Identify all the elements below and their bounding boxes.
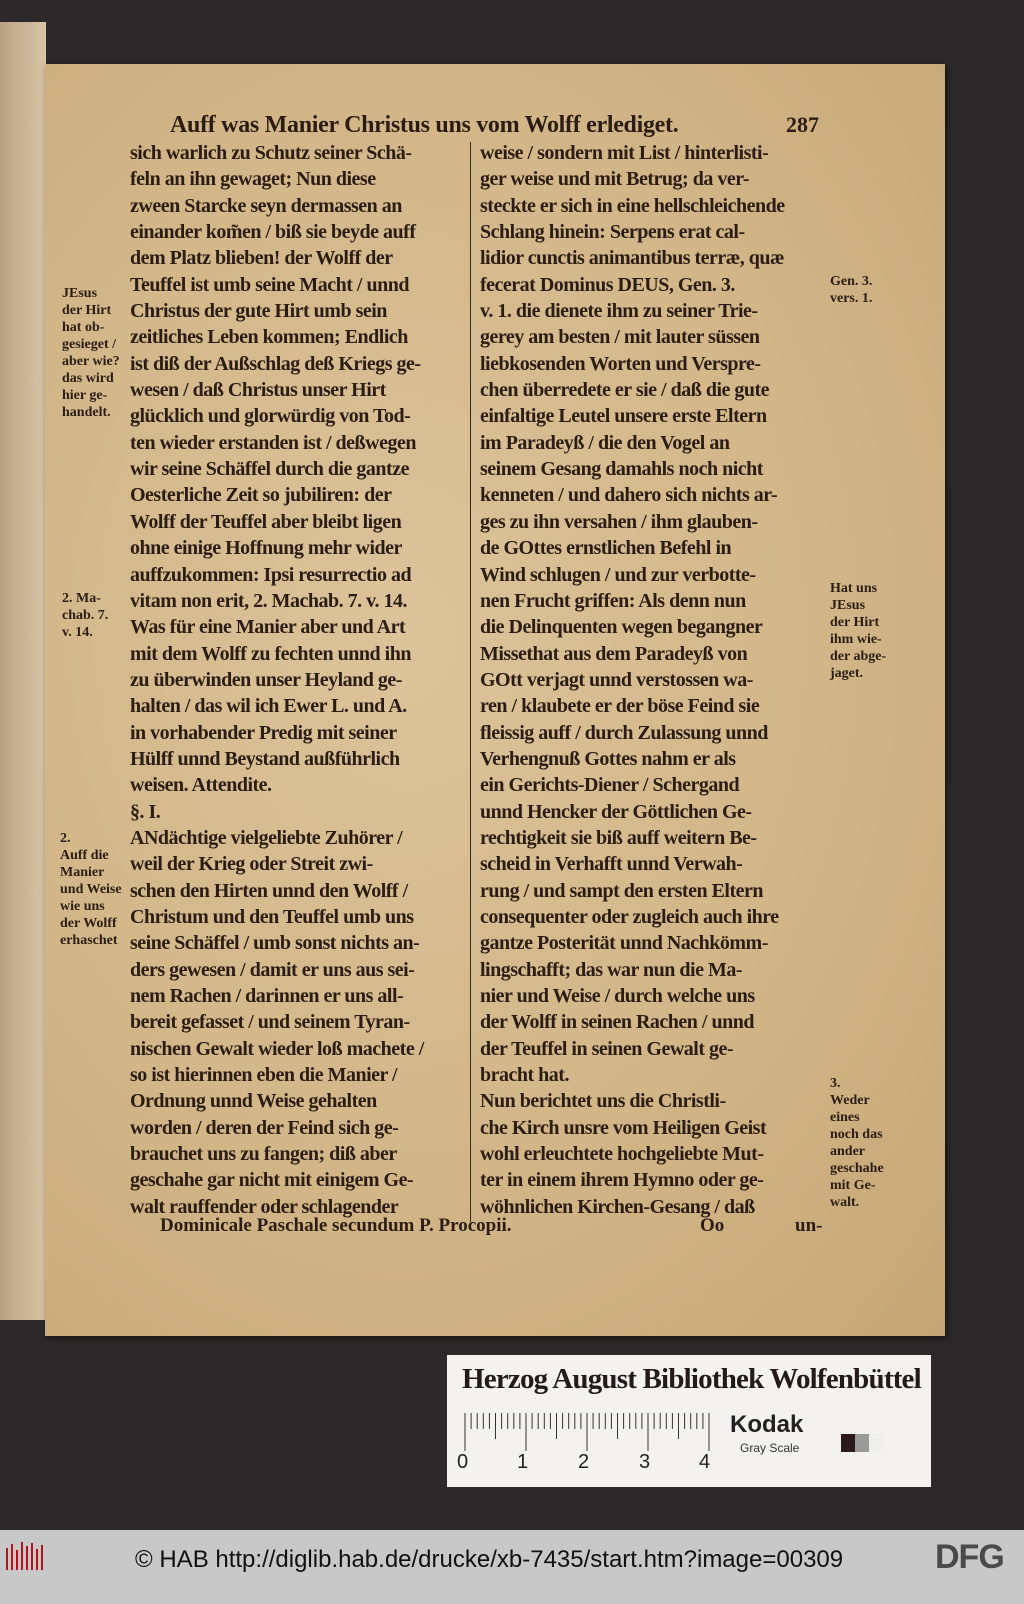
text-line: schen den Hirten unnd den Wolff / [130, 879, 408, 902]
text-line: ges zu ihn versahen / ihm glauben- [480, 510, 758, 533]
copyright-url-link[interactable]: © HAB http://diglib.hab.de/drucke/xb-7435/start.htm?image=00309 [135, 1546, 844, 1573]
text-line: bereit gefasset / und seinem Tyran- [130, 1011, 410, 1034]
text-line: nier und Weise / durch welche uns [480, 985, 755, 1007]
text-line: kenneten / und dahero sich nichts ar- [480, 484, 778, 507]
text-line: nem Rachen / darinnen er uns all- [130, 985, 404, 1007]
left-text-column [130, 140, 466, 1220]
text-line: ter in einem ihrem Hymno oder ge- [480, 1169, 764, 1192]
text-line: Schlang hinein: Serpens erat cal- [480, 221, 745, 244]
text-line: die Delinquenten wegen begangner [480, 616, 763, 639]
text-line: Christus der gute Hirt umb sein [130, 300, 387, 323]
text-line: Missethat aus dem Paradeyß von [480, 642, 748, 665]
text-line: wesen / daß Christus unser Hirt [130, 379, 386, 402]
text-line: halten / das wil ich Ewer L. und A. [130, 695, 407, 718]
text-line: der Teuffel in seinen Gewalt ge- [480, 1037, 734, 1060]
margin-note-right: Hat uns JEsus der Hirt ihm wie- der abge- jaget. [830, 581, 887, 681]
text-line: Was für eine Manier aber und Art [130, 616, 406, 639]
catchword: un- [795, 1215, 823, 1236]
margin-note-left: 2. Auff die Manier und Weise wie uns der Wolff erhaschet [60, 831, 122, 948]
text-line: Teuffel ist umb seine Macht / unnd [130, 273, 409, 296]
text-line: seinem Gesang damahls noch nicht [480, 458, 763, 481]
margin-note-left: 2. Ma- chab. 7. v. 14. [62, 591, 109, 640]
text-line: zween Starcke seyn dermassen an [130, 194, 402, 217]
library-label-card [447, 1355, 931, 1487]
text-line: ten wieder erstanden ist / deßwegen [130, 431, 416, 454]
text-line: zeitliches Leben kommen; Endlich [130, 326, 408, 349]
text-line: gantze Posterität unnd Nachkömm- [480, 932, 768, 955]
ruler-digit: 1 [517, 1451, 529, 1473]
margin-note-right: 3. Weder eines noch das ander geschahe mit Ge- walt. [830, 1076, 884, 1210]
gray-swatch [855, 1434, 869, 1452]
kodak-subtitle: Gray Scale [740, 1441, 800, 1455]
text-line: ist diß der Außschlag deß Kriegs ge- [130, 352, 421, 375]
text-line: seine Schäffel / umb sonst nichts an- [130, 932, 420, 955]
gray-swatch [841, 1434, 855, 1452]
text-line: lingschafft; das war nun die Ma- [480, 958, 742, 981]
text-line: ohne einige Hoffnung mehr wider [130, 537, 402, 560]
text-line: einander kom̃en / biß sie beyde auff [130, 221, 416, 244]
footer-title: Dominicale Paschale secundum P. Procopii. [160, 1215, 512, 1236]
text-line: weise / sondern mit List / hinterlisti- [480, 142, 769, 164]
text-line: scheid in Verhafft unnd Verwah- [480, 853, 743, 876]
text-line: nen Frucht griffen: Als denn nun [480, 589, 746, 612]
text-line: fleissig auff / durch Zulassung unnd [480, 721, 768, 744]
text-line: so ist hierinnen eben die Manier / [130, 1064, 398, 1087]
text-line: rechtigkeit sie biß auff weitern Be- [480, 826, 757, 849]
text-line: glücklich und glorwürdig von Tod- [130, 405, 411, 428]
text-line: gerey am besten / mit lauter süssen [480, 326, 760, 349]
page-number: 287 [786, 112, 819, 137]
text-line: lidior cunctis animantibus terræ, quæ [480, 247, 784, 270]
text-line: zu überwinden unser Heyland ge- [130, 668, 402, 691]
text-line: Oesterliche Zeit so jubiliren: der [130, 484, 392, 507]
column-divider [470, 142, 471, 1222]
text-line: ANdächtige vielgeliebte Zuhörer / [130, 826, 403, 849]
ruler-scale [463, 1413, 713, 1453]
ruler-digit: 2 [578, 1451, 590, 1473]
ruler-digit: 3 [639, 1451, 651, 1473]
text-line: Wolff der Teuffel aber bleibt ligen [130, 510, 402, 533]
text-line: im Paradeyß / die den Vogel an [480, 431, 730, 454]
text-line: vitam non erit, 2. Machab. 7. v. 14. [130, 589, 407, 612]
text-line: Nun berichtet uns die Christli- [480, 1090, 726, 1113]
text-line: einfaltige Leutel unsere erste Eltern [480, 405, 767, 428]
text-line: brauchet uns zu fangen; diß aber [130, 1143, 397, 1166]
text-line: consequenter oder zugleich auch ihre [480, 905, 779, 928]
text-line: liebkosenden Worten und Verspre- [480, 352, 761, 375]
margin-note-right: Gen. 3. vers. 1. [830, 274, 873, 306]
text-line: worden / deren der Feind sich ge- [130, 1116, 399, 1139]
ruler-digit: 0 [457, 1451, 469, 1473]
text-line: weisen. Attendite. [130, 774, 272, 797]
text-line: wöhnlichen Kirchen-Gesang / daß [480, 1195, 755, 1218]
running-head: Auff was Manier Christus uns vom Wolff erlediget. [170, 112, 679, 138]
text-line: v. 1. die dienete ihm zu seiner Trie- [480, 300, 758, 323]
text-line: in vorhabender Predig mit seiner [130, 721, 397, 744]
text-line: geschahe gar nicht mit einigem Ge- [130, 1169, 414, 1192]
text-line: Ordnung unnd Weise gehalten [130, 1090, 377, 1113]
gray-swatch [869, 1434, 883, 1452]
text-line: sich warlich zu Schutz seiner Schä- [130, 142, 412, 164]
text-line: walt rauffender oder schlagender [130, 1195, 399, 1218]
copyright-footer-bar [0, 1530, 1024, 1604]
text-line: wohl erleuchtete hochgeliebte Mut- [480, 1143, 764, 1166]
right-text-column [480, 140, 825, 1220]
text-line: mit dem Wolff zu fechten unnd ihn [130, 642, 411, 665]
text-line: steckte er sich in eine hellschleichende [480, 194, 785, 217]
text-line: che Kirch unsre vom Heiligen Geist [480, 1116, 767, 1139]
text-line: bracht hat. [480, 1064, 569, 1087]
text-line: fecerat Dominus DEUS, Gen. 3. [480, 273, 735, 296]
previous-page-edge [0, 22, 46, 1320]
text-line: ders gewesen / damit er uns aus sei- [130, 958, 415, 981]
ruler-digit: 4 [699, 1451, 711, 1473]
text-line: §. I. [130, 800, 161, 823]
signature-mark: Oo [700, 1215, 725, 1236]
text-line: feln an ihn gewaget; Nun diese [130, 168, 376, 191]
text-line: Wind schlugen / und zur verbotte- [480, 563, 756, 586]
gray-scale-swatches [841, 1434, 883, 1452]
text-line: ger weise und mit Betrug; da ver- [480, 168, 750, 191]
text-line: de GOttes ernstlichen Befehl in [480, 537, 732, 560]
kodak-brand: Kodak [730, 1411, 804, 1438]
text-line: chen überredete er sie / daß die gute [480, 379, 770, 402]
text-line: rung / und sampt den ersten Eltern [480, 879, 764, 902]
margin-note-left: JEsus der Hirt hat ob- gesieget / aber wie? das wird hier ge- handelt. [62, 286, 120, 420]
text-line: Christum und den Teuffel umb uns [130, 905, 414, 928]
library-name: Herzog August Bibliothek Wolfenbüttel [462, 1363, 921, 1395]
text-line: GOtt verjagt unnd verstossen wa- [480, 668, 753, 691]
text-line: unnd Hencker der Göttlichen Ge- [480, 800, 752, 823]
text-line: Hülff unnd Beystand außführlich [130, 747, 400, 770]
text-line: ren / klaubete er der böse Feind sie [480, 695, 760, 718]
text-line: der Wolff in seinen Rachen / unnd [480, 1011, 754, 1034]
text-line: dem Platz blieben! der Wolff der [130, 247, 393, 270]
dfg-logo: DFG [935, 1538, 1004, 1576]
text-line: Verhengnuß Gottes nahm er als [480, 747, 736, 770]
text-line: wir seine Schäffel durch die gantze [130, 458, 409, 481]
text-line: ein Gerichts-Diener / Schergand [480, 774, 740, 797]
hab-logo-icon [4, 1540, 46, 1572]
text-line: auffzukommen: Ipsi resurrectio ad [130, 563, 412, 586]
text-line: weil der Krieg oder Streit zwi- [130, 853, 373, 876]
text-line: nischen Gewalt wieder loß machete / [130, 1037, 424, 1060]
